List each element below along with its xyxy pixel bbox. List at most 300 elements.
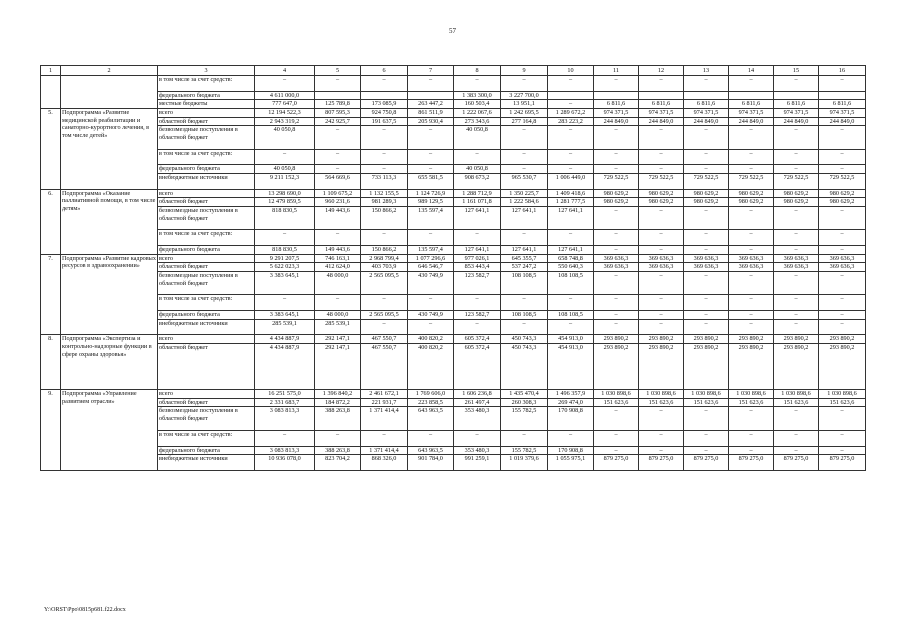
amount-cell: – xyxy=(819,76,866,92)
amount-cell: 3 227 700,0 xyxy=(501,91,548,100)
amount-cell: 293 890,2 xyxy=(639,344,684,390)
amount-cell: 980 629,2 xyxy=(774,189,819,198)
amount-cell: – xyxy=(548,230,594,246)
table-row xyxy=(41,390,866,399)
amount-cell: 127 641,1 xyxy=(548,246,594,255)
program-name: Подпрограмма «Управление развитием отрасли» xyxy=(61,390,158,471)
amount-cell: – xyxy=(361,76,408,92)
amount-cell: 430 749,9 xyxy=(408,311,454,320)
amount-cell: – xyxy=(639,446,684,455)
amount-cell: – xyxy=(639,311,684,320)
amount-cell: 980 629,2 xyxy=(729,189,774,198)
table-row xyxy=(41,230,866,246)
amount-cell: 908 673,2 xyxy=(454,173,501,189)
program-number xyxy=(41,76,61,109)
amount-cell: 151 623,6 xyxy=(594,398,639,407)
amount-cell: 6 811,6 xyxy=(729,100,774,109)
amount-cell xyxy=(361,91,408,100)
page-number: 57 xyxy=(449,27,456,35)
amount-cell: – xyxy=(774,76,819,92)
amount-cell: 135 597,4 xyxy=(408,246,454,255)
amount-cell: – xyxy=(819,246,866,255)
amount-cell: 1 435 470,4 xyxy=(501,390,548,399)
column-header: 15 xyxy=(774,66,819,76)
amount-cell: 293 890,2 xyxy=(684,344,729,390)
amount-cell: – xyxy=(315,295,361,311)
funding-source-label: федерального бюджета xyxy=(158,311,255,320)
amount-cell: 9 211 152,3 xyxy=(255,173,315,189)
amount-cell: 2 461 672,1 xyxy=(361,390,408,399)
amount-cell: 980 629,2 xyxy=(594,198,639,207)
program-name xyxy=(61,76,158,109)
amount-cell: 974 371,5 xyxy=(774,108,819,117)
amount-cell: 369 636,3 xyxy=(819,254,866,263)
amount-cell: – xyxy=(684,430,729,446)
amount-cell: – xyxy=(639,407,684,430)
amount-cell: – xyxy=(548,76,594,92)
amount-cell: 605 372,4 xyxy=(454,344,501,390)
amount-cell: – xyxy=(548,126,594,149)
amount-cell: 643 963,5 xyxy=(408,446,454,455)
amount-cell: 260 308,3 xyxy=(501,398,548,407)
amount-cell: – xyxy=(501,230,548,246)
amount-cell: – xyxy=(361,230,408,246)
amount-cell: – xyxy=(361,295,408,311)
amount-cell: 277 164,8 xyxy=(501,117,548,126)
amount-cell: 244 849,0 xyxy=(774,117,819,126)
amount-cell: – xyxy=(639,206,684,229)
amount-cell: 4 611 000,0 xyxy=(255,91,315,100)
amount-cell: – xyxy=(684,319,729,335)
amount-cell: 293 890,2 xyxy=(774,344,819,390)
table-row xyxy=(41,446,866,455)
amount-cell: 244 849,0 xyxy=(594,117,639,126)
amount-cell: 353 480,3 xyxy=(454,446,501,455)
table-row xyxy=(41,407,866,430)
amount-cell: – xyxy=(819,295,866,311)
amount-cell: 879 275,0 xyxy=(729,455,774,471)
amount-cell: 1 132 155,5 xyxy=(361,189,408,198)
amount-cell: – xyxy=(501,149,548,165)
amount-cell: – xyxy=(639,319,684,335)
amount-cell: – xyxy=(729,230,774,246)
amount-cell: – xyxy=(548,430,594,446)
amount-cell: – xyxy=(594,446,639,455)
amount-cell: 151 623,6 xyxy=(639,398,684,407)
amount-cell: 108 108,5 xyxy=(501,311,548,320)
amount-cell: – xyxy=(684,165,729,174)
amount-cell: 974 371,5 xyxy=(639,108,684,117)
amount-cell: 242 925,7 xyxy=(315,117,361,126)
amount-cell: – xyxy=(315,126,361,149)
amount-cell: 292 147,1 xyxy=(315,344,361,390)
amount-cell: 646 546,7 xyxy=(408,263,454,272)
amount-cell: – xyxy=(408,126,454,149)
amount-cell: – xyxy=(548,295,594,311)
table-row xyxy=(41,455,866,471)
amount-cell: 655 581,5 xyxy=(408,173,454,189)
table-row xyxy=(41,430,866,446)
amount-cell: 980 629,2 xyxy=(729,198,774,207)
amount-cell: – xyxy=(315,76,361,92)
funding-source-label: внебюджетные источники xyxy=(158,319,255,335)
funding-source-label: всего xyxy=(158,390,255,399)
column-header: 16 xyxy=(819,66,866,76)
program-name: Подпрограмма «Экспертиза и контрольно-надзорные функции в сфере охраны здоровья» xyxy=(61,335,158,390)
funding-source-label: внебюджетные источники xyxy=(158,173,255,189)
program-name: Подпрограмма «Оказание паллиативной помощи, в том числе детям» xyxy=(61,189,158,254)
column-header: 2 xyxy=(61,66,158,76)
program-number: 6. xyxy=(41,189,61,254)
amount-cell: 605 372,4 xyxy=(454,335,501,344)
table-row xyxy=(41,263,866,272)
amount-cell: 369 636,3 xyxy=(594,254,639,263)
table-row xyxy=(41,295,866,311)
budget-table xyxy=(40,65,866,471)
amount-cell: 1 030 898,6 xyxy=(594,390,639,399)
amount-cell: 1 242 695,5 xyxy=(501,108,548,117)
amount-cell: 151 623,6 xyxy=(729,398,774,407)
amount-cell: 467 550,7 xyxy=(361,335,408,344)
amount-cell: 1 006 449,0 xyxy=(548,173,594,189)
amount-cell: – xyxy=(408,76,454,92)
amount-cell: 1 077 296,6 xyxy=(408,254,454,263)
amount-cell: – xyxy=(548,165,594,174)
amount-cell xyxy=(639,91,684,100)
amount-cell: – xyxy=(684,76,729,92)
amount-cell: – xyxy=(454,430,501,446)
amount-cell: 4 434 887,9 xyxy=(255,344,315,390)
amount-cell: – xyxy=(819,446,866,455)
column-header: 9 xyxy=(501,66,548,76)
amount-cell: – xyxy=(639,126,684,149)
amount-cell: 454 913,0 xyxy=(548,344,594,390)
column-header: 6 xyxy=(361,66,408,76)
amount-cell: 40 050,8 xyxy=(454,165,501,174)
amount-cell: 283 223,2 xyxy=(548,117,594,126)
amount-cell: 1 396 840,2 xyxy=(315,390,361,399)
amount-cell: – xyxy=(594,319,639,335)
amount-cell: 965 530,7 xyxy=(501,173,548,189)
amount-cell: – xyxy=(315,149,361,165)
amount-cell: 151 623,6 xyxy=(774,398,819,407)
amount-cell: 1 289 672,2 xyxy=(548,108,594,117)
amount-cell: 173 085,9 xyxy=(361,100,408,109)
amount-cell: 12 194 522,3 xyxy=(255,108,315,117)
column-header: 13 xyxy=(684,66,729,76)
column-header: 12 xyxy=(639,66,684,76)
amount-cell: – xyxy=(454,230,501,246)
amount-cell: 293 890,2 xyxy=(729,335,774,344)
amount-cell: 879 275,0 xyxy=(819,455,866,471)
amount-cell: 273 343,6 xyxy=(454,117,501,126)
amount-cell: 127 641,1 xyxy=(501,246,548,255)
amount-cell: 40 050,8 xyxy=(255,126,315,149)
amount-cell: – xyxy=(255,76,315,92)
amount-cell: 901 784,0 xyxy=(408,455,454,471)
amount-cell: 1 409 418,6 xyxy=(548,189,594,198)
funding-source-label: областной бюджет xyxy=(158,117,255,126)
program-number: 5. xyxy=(41,108,61,189)
amount-cell: – xyxy=(454,319,501,335)
amount-cell: – xyxy=(774,319,819,335)
amount-cell: 135 597,4 xyxy=(408,206,454,229)
amount-cell: 127 641,1 xyxy=(454,206,501,229)
table-row xyxy=(41,271,866,294)
amount-cell: – xyxy=(819,311,866,320)
amount-cell: 155 782,5 xyxy=(501,407,548,430)
amount-cell: – xyxy=(594,126,639,149)
amount-cell: – xyxy=(501,319,548,335)
amount-cell: 450 743,3 xyxy=(501,335,548,344)
column-header: 1 xyxy=(41,66,61,76)
funding-source-label: местные бюджеты xyxy=(158,100,255,109)
funding-source-label: областной бюджет xyxy=(158,263,255,272)
amount-cell: 150 866,2 xyxy=(361,246,408,255)
amount-cell: 980 629,2 xyxy=(594,189,639,198)
table-row xyxy=(41,319,866,335)
amount-cell: 430 749,9 xyxy=(408,271,454,294)
amount-cell: – xyxy=(684,446,729,455)
column-header: 4 xyxy=(255,66,315,76)
funding-source-label: всего xyxy=(158,335,255,344)
funding-source-label: в том числе за счет средств: xyxy=(158,76,255,92)
amount-cell: 467 550,7 xyxy=(361,344,408,390)
amount-cell: – xyxy=(255,230,315,246)
amount-cell: – xyxy=(548,149,594,165)
amount-cell: – xyxy=(729,430,774,446)
amount-cell: – xyxy=(454,295,501,311)
amount-cell: 151 623,6 xyxy=(819,398,866,407)
amount-cell: – xyxy=(454,76,501,92)
amount-cell: 292 147,1 xyxy=(315,335,361,344)
amount-cell: – xyxy=(501,295,548,311)
amount-cell: 1 606 236,8 xyxy=(454,390,501,399)
amount-cell: 879 275,0 xyxy=(774,455,819,471)
amount-cell: 155 782,5 xyxy=(501,446,548,455)
amount-cell: – xyxy=(819,230,866,246)
funding-source-label: федерального бюджета xyxy=(158,246,255,255)
amount-cell: 369 636,3 xyxy=(729,254,774,263)
amount-cell: 369 636,3 xyxy=(639,254,684,263)
amount-cell: 293 890,2 xyxy=(774,335,819,344)
amount-cell: – xyxy=(729,149,774,165)
amount-cell: 293 890,2 xyxy=(729,344,774,390)
amount-cell: 149 443,6 xyxy=(315,246,361,255)
amount-cell: 1 030 898,6 xyxy=(639,390,684,399)
funding-source-label: в том числе за счет средств: xyxy=(158,430,255,446)
amount-cell: – xyxy=(594,271,639,294)
amount-cell: – xyxy=(819,206,866,229)
amount-cell: 729 522,5 xyxy=(594,173,639,189)
amount-cell: – xyxy=(255,295,315,311)
amount-cell xyxy=(548,91,594,100)
amount-cell: 4 434 887,9 xyxy=(255,335,315,344)
amount-cell: 123 582,7 xyxy=(454,271,501,294)
amount-cell: – xyxy=(639,230,684,246)
amount-cell: 454 913,0 xyxy=(548,335,594,344)
amount-cell: – xyxy=(408,165,454,174)
amount-cell: – xyxy=(729,246,774,255)
amount-cell: 285 539,1 xyxy=(315,319,361,335)
amount-cell: 868 326,0 xyxy=(361,455,408,471)
amount-cell: 6 811,6 xyxy=(819,100,866,109)
amount-cell: 369 636,3 xyxy=(774,254,819,263)
amount-cell: – xyxy=(729,126,774,149)
amount-cell: 285 539,1 xyxy=(255,319,315,335)
amount-cell: 729 522,5 xyxy=(639,173,684,189)
amount-cell: 645 355,7 xyxy=(501,254,548,263)
table-row xyxy=(41,173,866,189)
amount-cell: 643 963,5 xyxy=(408,407,454,430)
amount-cell: 48 000,0 xyxy=(315,311,361,320)
amount-cell: 980 629,2 xyxy=(684,189,729,198)
amount-cell: 369 636,3 xyxy=(729,263,774,272)
funding-source-label: внебюджетные источники xyxy=(158,455,255,471)
funding-source-label: всего xyxy=(158,254,255,263)
amount-cell: 127 641,1 xyxy=(454,246,501,255)
program-name: Подпрограмма «Развитие медицинской реабилитации и санаторно-курортного лечения, в том числе детей» xyxy=(61,108,158,189)
amount-cell: – xyxy=(501,76,548,92)
amount-cell: – xyxy=(774,126,819,149)
amount-cell: 403 703,9 xyxy=(361,263,408,272)
amount-cell xyxy=(774,91,819,100)
amount-cell: 1 055 975,1 xyxy=(548,455,594,471)
amount-cell: – xyxy=(408,295,454,311)
funding-source-label: безвозмездные поступления в областной бюджет xyxy=(158,271,255,294)
amount-cell: – xyxy=(819,407,866,430)
amount-cell: – xyxy=(639,149,684,165)
amount-cell: 1 109 675,2 xyxy=(315,189,361,198)
amount-cell: – xyxy=(594,311,639,320)
amount-cell: – xyxy=(361,126,408,149)
amount-cell: 388 263,8 xyxy=(315,407,361,430)
amount-cell: 293 890,2 xyxy=(594,335,639,344)
amount-cell: – xyxy=(684,407,729,430)
amount-cell: – xyxy=(315,430,361,446)
amount-cell: – xyxy=(774,165,819,174)
amount-cell: 108 108,5 xyxy=(501,271,548,294)
amount-cell: – xyxy=(729,206,774,229)
amount-cell: – xyxy=(729,311,774,320)
table-row xyxy=(41,76,866,92)
amount-cell: – xyxy=(501,126,548,149)
amount-cell: – xyxy=(594,430,639,446)
amount-cell: – xyxy=(594,76,639,92)
amount-cell: – xyxy=(639,430,684,446)
amount-cell: – xyxy=(774,295,819,311)
amount-cell: 1 161 071,8 xyxy=(454,198,501,207)
amount-cell: 369 636,3 xyxy=(819,263,866,272)
amount-cell: 2 565 095,5 xyxy=(361,271,408,294)
amount-cell: – xyxy=(819,319,866,335)
amount-cell: – xyxy=(361,149,408,165)
amount-cell: 974 371,5 xyxy=(594,108,639,117)
amount-cell: 244 849,0 xyxy=(684,117,729,126)
amount-cell: 1 030 898,6 xyxy=(684,390,729,399)
table-row xyxy=(41,149,866,165)
amount-cell: – xyxy=(594,165,639,174)
amount-cell: 40 050,8 xyxy=(454,126,501,149)
table-row xyxy=(41,100,866,109)
amount-cell: – xyxy=(594,230,639,246)
amount-cell: 991 259,1 xyxy=(454,455,501,471)
amount-cell: 980 629,2 xyxy=(639,198,684,207)
amount-cell: 564 669,6 xyxy=(315,173,361,189)
amount-cell: 879 275,0 xyxy=(639,455,684,471)
amount-cell: – xyxy=(774,446,819,455)
column-header: 5 xyxy=(315,66,361,76)
funding-source-label: в том числе за счет средств: xyxy=(158,230,255,246)
amount-cell: – xyxy=(361,319,408,335)
amount-cell: 1 350 225,7 xyxy=(501,189,548,198)
table-row xyxy=(41,311,866,320)
column-header: 11 xyxy=(594,66,639,76)
amount-cell: 980 629,2 xyxy=(639,189,684,198)
amount-cell: 400 820,2 xyxy=(408,335,454,344)
amount-cell: 1 030 898,6 xyxy=(774,390,819,399)
column-header: 3 xyxy=(158,66,255,76)
amount-cell: 537 247,2 xyxy=(501,263,548,272)
amount-cell: 974 371,5 xyxy=(684,108,729,117)
table-row xyxy=(41,165,866,174)
amount-cell: – xyxy=(774,311,819,320)
amount-cell: 223 858,5 xyxy=(408,398,454,407)
amount-cell: – xyxy=(729,165,774,174)
amount-cell: – xyxy=(361,165,408,174)
amount-cell xyxy=(408,91,454,100)
amount-cell: – xyxy=(774,430,819,446)
amount-cell: – xyxy=(684,246,729,255)
amount-cell: 293 890,2 xyxy=(819,335,866,344)
amount-cell: 9 291 207,5 xyxy=(255,254,315,263)
amount-cell: 658 748,8 xyxy=(548,254,594,263)
program-number: 9. xyxy=(41,390,61,471)
funding-source-label: всего xyxy=(158,108,255,117)
amount-cell: 369 636,3 xyxy=(639,263,684,272)
amount-cell: – xyxy=(684,126,729,149)
amount-cell: – xyxy=(684,271,729,294)
amount-cell: 40 050,8 xyxy=(255,165,315,174)
amount-cell: – xyxy=(408,149,454,165)
funding-source-label: безвозмездные поступления в областной бюджет xyxy=(158,206,255,229)
amount-cell: – xyxy=(774,271,819,294)
table-row xyxy=(41,335,866,344)
amount-cell: 960 231,6 xyxy=(315,198,361,207)
amount-cell xyxy=(684,91,729,100)
amount-cell: 977 026,1 xyxy=(454,254,501,263)
amount-cell: 151 623,6 xyxy=(684,398,729,407)
amount-cell: 293 890,2 xyxy=(594,344,639,390)
amount-cell: 733 113,3 xyxy=(361,173,408,189)
amount-cell: – xyxy=(408,230,454,246)
amount-cell: – xyxy=(548,100,594,109)
amount-cell: – xyxy=(729,319,774,335)
column-header: 14 xyxy=(729,66,774,76)
amount-cell: 746 163,1 xyxy=(315,254,361,263)
amount-cell: 184 872,2 xyxy=(315,398,361,407)
amount-cell: – xyxy=(684,206,729,229)
amount-cell: 980 629,2 xyxy=(819,198,866,207)
amount-cell: – xyxy=(594,149,639,165)
amount-cell: 1 019 379,6 xyxy=(501,455,548,471)
amount-cell: 205 930,4 xyxy=(408,117,454,126)
amount-cell: 123 582,7 xyxy=(454,311,501,320)
table-row xyxy=(41,206,866,229)
amount-cell: 1 371 414,4 xyxy=(361,407,408,430)
program-number: 8. xyxy=(41,335,61,390)
amount-cell: 729 522,5 xyxy=(729,173,774,189)
